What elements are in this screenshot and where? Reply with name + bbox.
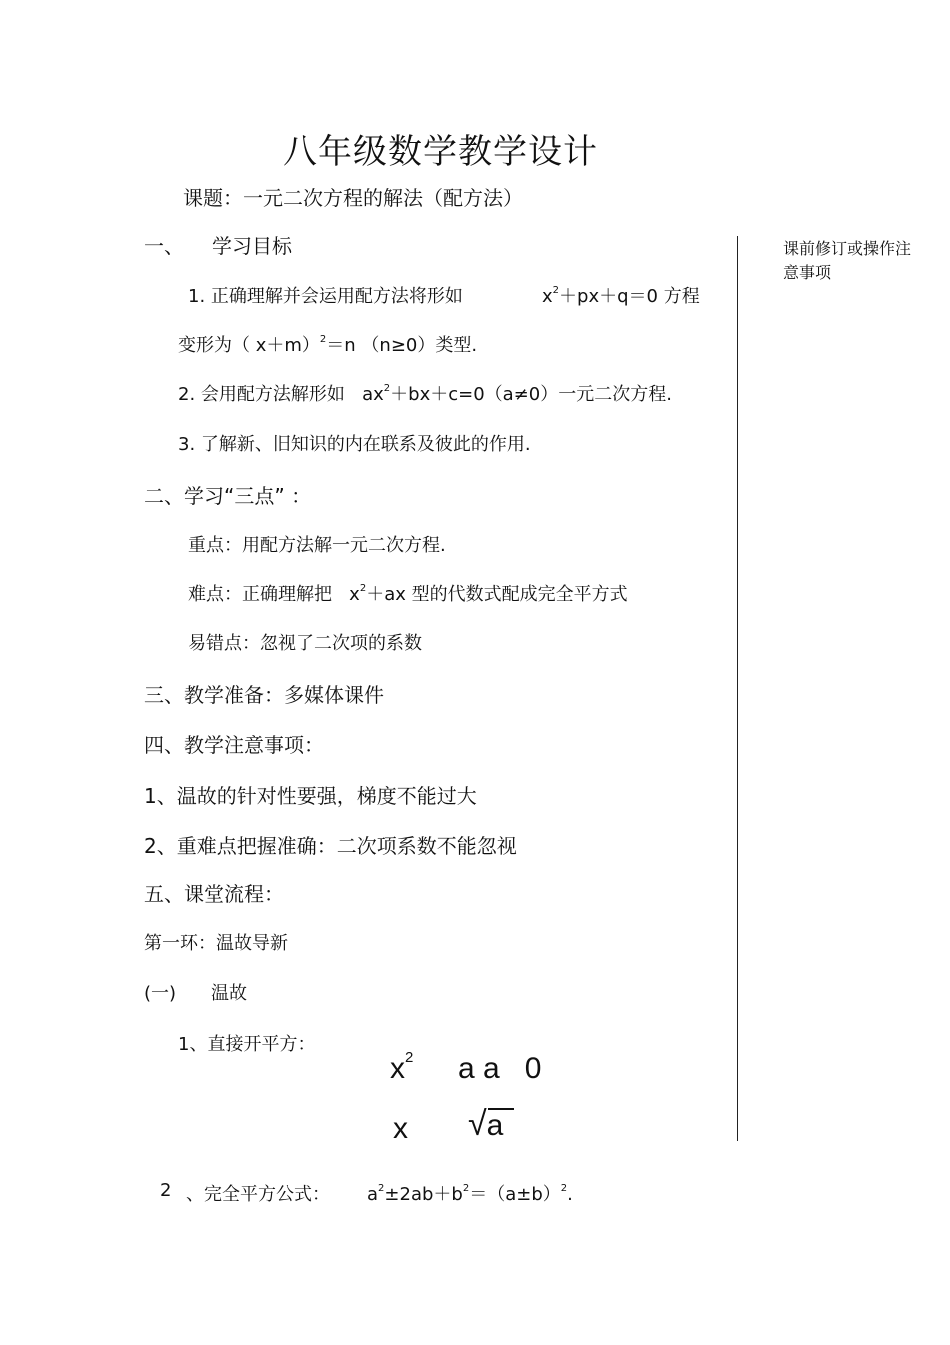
goal-1-sup: 2 bbox=[552, 285, 560, 296]
section-1-heading: 学习目标 bbox=[212, 234, 292, 258]
formula-square bbox=[390, 1049, 414, 1086]
section-2-heading: 二、学习“三点” ： bbox=[144, 484, 312, 508]
formula-square-sup: 2 bbox=[405, 1049, 414, 1066]
goal-1-formula bbox=[542, 282, 700, 308]
part-number: (一) bbox=[144, 983, 177, 1004]
hard-point-sup: 2 bbox=[359, 583, 367, 594]
step-1: 第一环：温故导新 bbox=[144, 933, 288, 954]
lesson-subject: 课题：一元二次方程的解法（配方法） bbox=[183, 186, 523, 210]
ps-sup1: 2 bbox=[378, 1183, 385, 1194]
formula-root-radicand: a bbox=[486, 1109, 504, 1142]
formula-root-x: x bbox=[393, 1112, 408, 1145]
note-1: 1、温故的针对性要强，梯度不能过大 bbox=[144, 784, 477, 808]
perfect-square-formula bbox=[367, 1180, 573, 1206]
formula-root bbox=[468, 1105, 503, 1144]
part-label: 温故 bbox=[211, 983, 247, 1004]
goal-1-x: x bbox=[542, 286, 553, 307]
error-point: 易错点：忽视了二次项的系数 bbox=[188, 633, 422, 654]
section-5-heading: 五、课堂流程： bbox=[144, 882, 284, 906]
formula-condition: a a 0 bbox=[458, 1052, 542, 1085]
goal-3: 3. 了解新、旧知识的内在联系及彼此的作用. bbox=[178, 434, 531, 455]
goal-2-sup: 2 bbox=[383, 383, 391, 394]
ps-d: . bbox=[567, 1184, 573, 1205]
goal-1-text: 1. 正确理解并会运用配方法将形如 bbox=[188, 286, 463, 307]
hard-point-text: 难点：正确理解把 bbox=[188, 584, 332, 605]
ps-a: a bbox=[367, 1184, 379, 1205]
section-3-heading: 三、教学准备：多媒体课件 bbox=[144, 683, 384, 707]
formula-square-x: x bbox=[390, 1052, 405, 1085]
goal-1-c-sup: 2 bbox=[319, 334, 327, 345]
ps-c: ＝（a±b） bbox=[469, 1184, 561, 1205]
side-note: 课前修订或操作注意事项 bbox=[783, 239, 912, 282]
section-1-number: 一、 bbox=[144, 234, 184, 258]
goal-2-text: 2. 会用配方法解形如 bbox=[178, 384, 345, 405]
perfect-square-label: 、完全平方公式： bbox=[186, 1184, 330, 1205]
goal-1-c: 变形为（ x＋m） bbox=[178, 335, 320, 356]
note-2: 2、重难点把握准确：二次项系数不能忽视 bbox=[144, 834, 517, 858]
hard-point-rest: ＋ax 型的代数式配成完全平方式 bbox=[366, 584, 628, 605]
section-4-heading: 四、教学注意事项： bbox=[144, 733, 324, 757]
margin-divider bbox=[737, 236, 738, 1141]
ps-sup3: 2 bbox=[560, 1183, 568, 1194]
goal-2-x: ax bbox=[362, 384, 384, 405]
goal-1-rest: ＋px＋q＝0 方程 bbox=[559, 286, 700, 307]
goal-1-d: ＝n （n≥0）类型. bbox=[326, 335, 478, 356]
direct-root-label: 1、直接开平方： bbox=[178, 1034, 316, 1055]
key-point: 重点：用配方法解一元二次方程. bbox=[188, 535, 446, 556]
goal-2-rest: ＋bx＋c=0（a≠0）一元二次方程. bbox=[390, 384, 672, 405]
goal-2 bbox=[178, 380, 672, 406]
ps-sup2: 2 bbox=[462, 1183, 470, 1194]
page-title: 八年级数学教学设计 bbox=[283, 132, 598, 172]
sqrt-icon: √ bbox=[468, 1105, 487, 1143]
perfect-square-number: 2 bbox=[160, 1180, 172, 1201]
hard-point-x: x bbox=[349, 584, 360, 605]
goal-1-line2 bbox=[178, 331, 477, 357]
ps-b: ±2ab＋b bbox=[384, 1184, 463, 1205]
hard-point bbox=[188, 580, 628, 606]
